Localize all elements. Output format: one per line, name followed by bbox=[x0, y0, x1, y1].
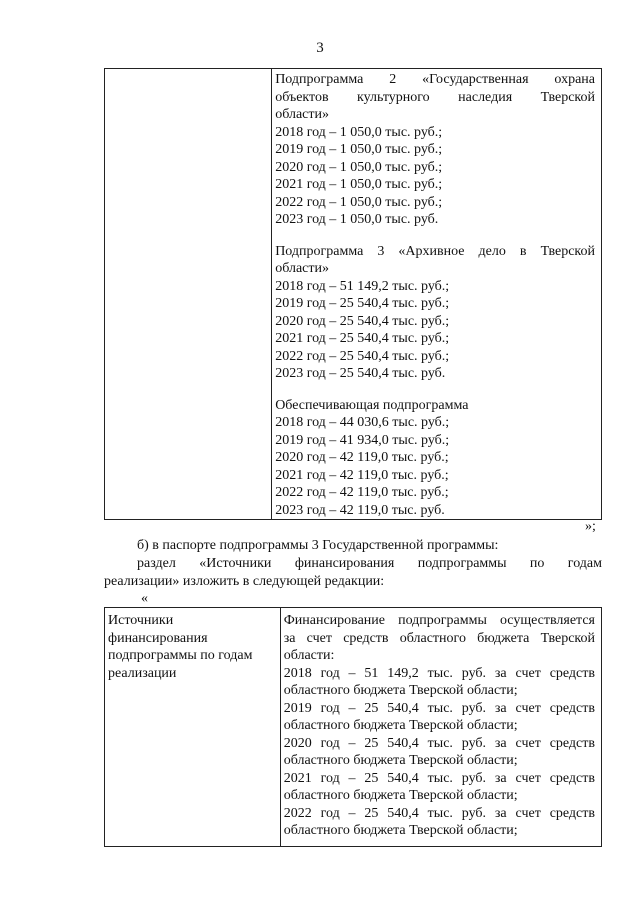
funding-sources-label-line: подпрограммы по годам bbox=[108, 648, 253, 663]
subprogram2-year-line: 2021 год – 1 050,0 тыс. руб.; bbox=[275, 177, 443, 192]
table1-left-cell bbox=[105, 69, 272, 520]
paragraph-section-line1: раздел «Источники финансирования подпрограммы по годам bbox=[137, 556, 602, 571]
subprogram2-year-line: 2019 год – 1 050,0 тыс. руб.; bbox=[275, 142, 443, 157]
funding-sources-label-line: реализации bbox=[108, 665, 177, 681]
funding-sources-table bbox=[104, 607, 602, 847]
funding-text-line: 2020 год – 25 540,4 тыс. руб. за счет средств bbox=[283, 735, 595, 751]
support-year-line: 2021 год – 42 119,0 тыс. руб.; bbox=[275, 467, 449, 483]
funding-text-line: 2022 год – 25 540,4 тыс. руб. за счет средств bbox=[283, 805, 595, 821]
page-number: 3 bbox=[316, 40, 324, 56]
funding-text-line: 2021 год – 25 540,4 тыс. руб. за счет средств bbox=[283, 770, 595, 786]
subprogram3-year-line: 2022 год – 25 540,4 тыс. руб.; bbox=[275, 348, 450, 364]
table2-left-cell bbox=[105, 608, 281, 847]
subprogram2-title-line: объектов культурного наследия Тверской bbox=[275, 89, 595, 105]
closing-quote: »; bbox=[585, 519, 596, 534]
support-year-line: 2023 год – 42 119,0 тыс. руб. bbox=[275, 502, 445, 518]
funding-text-line: Финансирование подпрограммы осуществляется bbox=[283, 613, 595, 628]
support-year-line: 2020 год – 42 119,0 тыс. руб.; bbox=[275, 450, 449, 465]
subprogram2-year-line: 2020 год – 1 050,0 тыс. руб.; bbox=[275, 159, 443, 175]
paragraph-section-line2: реализации» изложить в следующей редакции: bbox=[104, 574, 385, 589]
subprogram3-year-line: 2019 год – 25 540,4 тыс. руб.; bbox=[275, 296, 450, 311]
subprogram2-year-line: 2022 год – 1 050,0 тыс. руб.; bbox=[275, 194, 443, 210]
support-year-line: 2019 год – 41 934,0 тыс. руб.; bbox=[275, 432, 450, 448]
funding-text-line: областного бюджета Тверской области; bbox=[283, 753, 518, 768]
subprogram2-title-line: Подпрограмма 2 «Государственная охрана bbox=[275, 72, 595, 87]
subprogram3-year-line: 2023 год – 25 540,4 тыс. руб. bbox=[275, 366, 446, 381]
subprogram2-year-line: 2018 год – 1 050,0 тыс. руб.; bbox=[275, 124, 443, 140]
paragraph-b: б) в паспорте подпрограммы 3 Государственной программы: bbox=[137, 538, 499, 553]
subprogram3-title-line: Подпрограмма 3 «Архивное дело в Тверской bbox=[275, 243, 595, 259]
subprogram3-title-line: области» bbox=[275, 261, 329, 276]
subprogram3-year-line: 2020 год – 25 540,4 тыс. руб.; bbox=[275, 313, 450, 329]
table1-right-cell bbox=[272, 69, 602, 520]
funding-text-line: областного бюджета Тверской области; bbox=[283, 718, 518, 733]
table2-right-cell bbox=[280, 608, 601, 847]
funding-text-line: областного бюджета Тверской области; bbox=[283, 683, 518, 698]
funding-text-line: за счет средств областного бюджета Тверской bbox=[283, 630, 595, 646]
funding-text-line: 2018 год – 51 149,2 тыс. руб. за счет средств bbox=[283, 665, 595, 681]
funding-text-line: области: bbox=[283, 648, 335, 663]
support-subprogram-title: Обеспечивающая подпрограмма bbox=[275, 397, 469, 413]
opening-quote: « bbox=[141, 591, 148, 606]
subprogram2-year-line: 2023 год – 1 050,0 тыс. руб. bbox=[275, 212, 439, 227]
funding-sources-label-line: финансирования bbox=[108, 630, 208, 646]
support-year-line: 2022 год – 42 119,0 тыс. руб.; bbox=[275, 485, 449, 500]
subprogram3-year-line: 2018 год – 51 149,2 тыс. руб.; bbox=[275, 278, 450, 294]
subprogram2-title-line: области» bbox=[275, 107, 329, 122]
funding-table-continued bbox=[104, 68, 602, 520]
funding-text-line: 2019 год – 25 540,4 тыс. руб. за счет средств bbox=[283, 700, 595, 716]
funding-sources-label-line: Источники bbox=[108, 613, 174, 628]
funding-text-line: областного бюджета Тверской области; bbox=[283, 788, 518, 803]
support-year-line: 2018 год – 44 030,6 тыс. руб.; bbox=[275, 415, 450, 430]
subprogram3-year-line: 2021 год – 25 540,4 тыс. руб.; bbox=[275, 331, 450, 346]
funding-text-line: областного бюджета Тверской области; bbox=[283, 823, 518, 838]
